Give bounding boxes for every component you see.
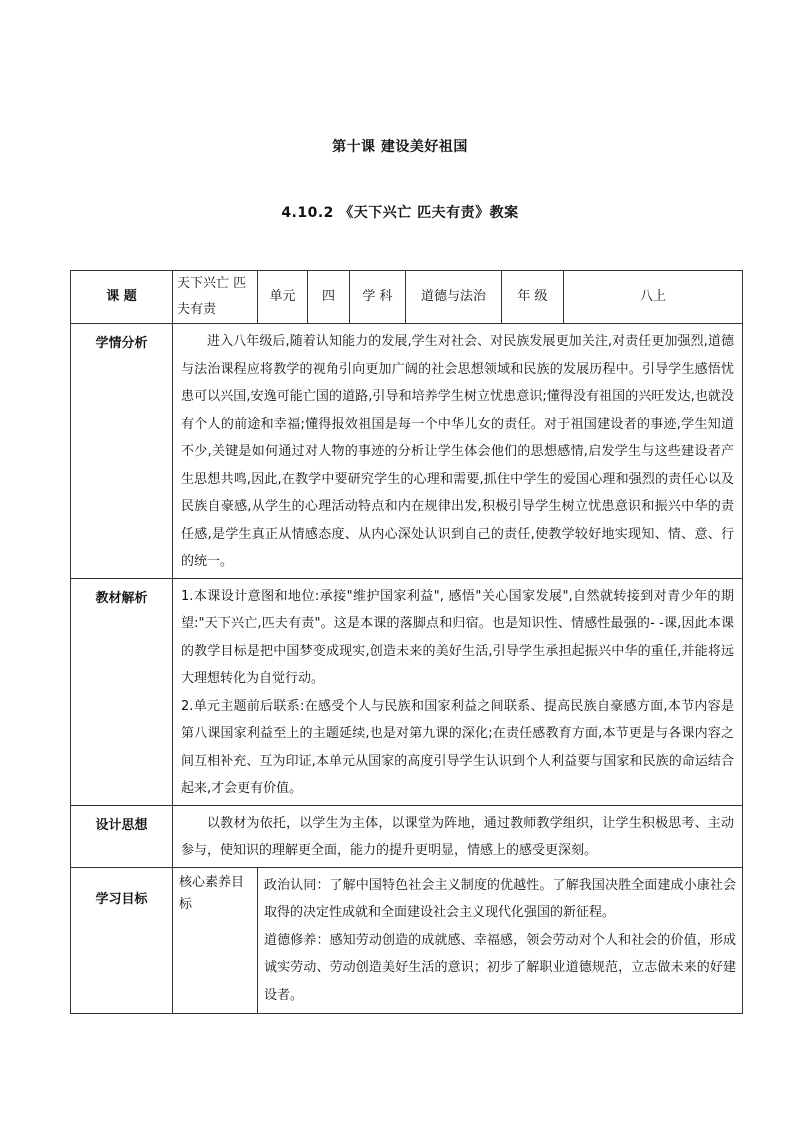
design-text: 以教材为依托，以学生为主体，以课堂为阵地，通过教师教学组织，让学生积极思考、主动参与，使知识的理解更全面，能力的提升更明显，情感上的感受更深刻。 bbox=[181, 815, 734, 858]
objectives-label: 学习目标 bbox=[71, 867, 173, 1014]
design-label: 设计思想 bbox=[71, 805, 173, 867]
subject-label: 学 科 bbox=[350, 271, 406, 324]
analysis-text: 进入八年级后,随着认知能力的发展,学生对社会、对民族发展更加关注,对责任更加强烈,道德与法治课程应将教学的视角引向更加广阔的社会思想领域和民族的发展历程中。引导学生感悟忧患可以兴国,安逸可能亡国的道路,引导和培养学生树立忧患意识;懂得没有祖国的兴旺发达,也就没有个人的前途和幸福;懂得报效祖国是每一个中华儿女的责任。对于祖国建设者的事迹,学生知道不少,关键是如何通过对人物的事迹的分析让学生体会他们的思想感情,启发学生与这些建设者产生思想共鸣,因此,在教学中要研究学生的心理和需要,抓住中学生的爱国心理和强烈的责任心以及民族自豪感,从学生的心理活动特点和内在规律出发,积极引导学生树立忧患意识和振兴中华的责任感,是学生真正从情感态度、从内心深处认识到自己的责任,使教学较好地实现知、情、意、行的统一。 bbox=[181, 334, 734, 569]
plan-subtitle: 4.10.2 《天下兴亡 匹夫有责》教案 bbox=[281, 205, 519, 221]
topic-value: 天下兴亡 匹夫有责 bbox=[173, 271, 258, 324]
grade-value: 八上 bbox=[564, 271, 743, 324]
material-label: 教材解析 bbox=[71, 578, 173, 805]
analysis-row bbox=[71, 324, 743, 579]
analysis-label: 学情分析 bbox=[71, 324, 173, 579]
objective-moral: 道德修养：感知劳动创造的成就感、幸福感，领会劳动对个人和社会的价值，形成诚实劳动、劳动创造美好生活的意识；初步了解职业道德规范，立志做未来的好建设者。 bbox=[264, 932, 736, 1003]
grade-label: 年 级 bbox=[502, 271, 564, 324]
lesson-plan-table bbox=[70, 270, 743, 1014]
design-cell bbox=[173, 805, 743, 867]
header-row bbox=[71, 271, 743, 324]
material-cell bbox=[173, 578, 743, 805]
material-row bbox=[71, 578, 743, 805]
subject-value: 道德与法治 bbox=[406, 271, 502, 324]
objective-political: 政治认同：了解中国特色社会主义制度的优越性。了解我国决胜全面建成小康社会取得的决定性成就和全面建设社会主义现代化强国的新征程。 bbox=[264, 877, 736, 920]
objectives-row bbox=[71, 867, 743, 1014]
core-literacy-label: 核心素养目标 bbox=[173, 867, 258, 1014]
unit-value: 四 bbox=[308, 271, 350, 324]
topic-label: 课 题 bbox=[71, 271, 173, 324]
analysis-cell bbox=[173, 324, 743, 579]
objectives-cell bbox=[258, 867, 743, 1014]
material-paragraph-2: 2.单元主题前后联系:在感受个人与民族和国家利益之间联系、提高民族自豪感方面,本节内容是第八课国家利益至上的主题延续,也是对第九课的深化;在责任感教育方面,本节更是与各课内容之间互相补充、互为印证,本单元从国家的高度引导学生认识到个人利益要与国家和民族的命运结合起来,才会更有价值。 bbox=[181, 698, 734, 796]
unit-label: 单元 bbox=[258, 271, 308, 324]
material-paragraph-1: 1.本课设计意图和地位:承接"维护国家利益", 感悟"关心国家发展",自然就转接到对青少年的期望:"天下兴亡,匹夫有责"。这是本课的落脚点和归宿。也是知识性、情感性最强的- -课,因此本课的教学目标是把中国梦变成现实,创造未来的美好生活,引导学生承担起振兴中华的重任,并能将远大理想转化为自觉行动。 bbox=[181, 588, 734, 686]
design-row bbox=[71, 805, 743, 867]
lesson-title: 第十课 建设美好祖国 bbox=[332, 139, 468, 155]
